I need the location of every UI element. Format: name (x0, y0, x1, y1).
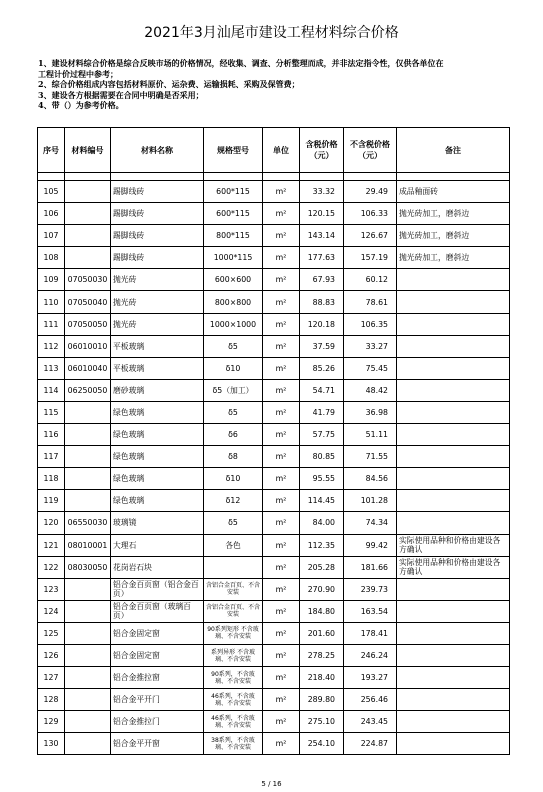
cell-seq: 122 (38, 556, 65, 578)
cell-tax-incl: 88.83 (300, 291, 344, 313)
cell-seq: 114 (38, 379, 65, 401)
cell-unit: m² (263, 556, 300, 578)
cell-seq: 115 (38, 401, 65, 423)
cell-spec: 600*115 (204, 203, 263, 225)
cell-unit: m² (263, 733, 300, 755)
cell-name: 抛光砖 (111, 313, 204, 335)
cell-spec: δ5（加工） (204, 379, 263, 401)
cell-tax-excl: 256.46 (344, 689, 397, 711)
cell-remark (397, 667, 510, 689)
header-spec: 规格型号 (204, 128, 263, 173)
cell-remark (397, 357, 510, 379)
cell-spec: 1000×1000 (204, 313, 263, 335)
cell-unit: m² (263, 622, 300, 644)
cell-code: 06550030 (65, 512, 111, 534)
cell-seq: 125 (38, 622, 65, 644)
cell-unit: m² (263, 291, 300, 313)
note-line: 4、带（）为参考价格。 (38, 100, 124, 110)
cell-tax-incl: 270.90 (300, 578, 344, 600)
cell-seq: 121 (38, 534, 65, 556)
cell-remark: 实际使用品种和价格由建设各方确认 (397, 556, 510, 578)
cell-spec: δ8 (204, 446, 263, 468)
cell-unit: m² (263, 468, 300, 490)
cell-remark (397, 401, 510, 423)
cell-spec: 各色 (204, 534, 263, 556)
cell-tax-excl: 178.41 (344, 622, 397, 644)
cell-name: 铝合金固定窗 (111, 622, 204, 644)
cell-name: 花岗岩石块 (111, 556, 204, 578)
cell-remark: 抛光砖加工，磨斜边 (397, 225, 510, 247)
cell-unit: m² (263, 667, 300, 689)
cell-tax-incl: 41.79 (300, 401, 344, 423)
cell-tax-incl: 218.40 (300, 667, 344, 689)
cell-spec: 含铝合金百页、不含安装 (204, 578, 263, 600)
cell-name: 玻璃镜 (111, 512, 204, 534)
cell-name: 铝合金推拉窗 (111, 667, 204, 689)
blank-row (38, 173, 510, 181)
cell-remark (397, 424, 510, 446)
cell-tax-incl: 33.32 (300, 181, 344, 203)
cell-unit: m² (263, 490, 300, 512)
cell-tax-excl: 126.67 (344, 225, 397, 247)
cell-seq: 130 (38, 733, 65, 755)
cell-spec: δ10 (204, 468, 263, 490)
cell-remark (397, 379, 510, 401)
cell-unit: m² (263, 203, 300, 225)
cell-code (65, 733, 111, 755)
cell-name: 抛光砖 (111, 269, 204, 291)
cell-tax-incl: 114.45 (300, 490, 344, 512)
cell-tax-excl: 71.55 (344, 446, 397, 468)
cell-tax-excl: 243.45 (344, 711, 397, 733)
cell-seq: 107 (38, 225, 65, 247)
cell-unit: m² (263, 689, 300, 711)
cell-unit: m² (263, 225, 300, 247)
header-remark: 备注 (397, 128, 510, 173)
cell-tax-incl: 254.10 (300, 733, 344, 755)
cell-seq: 120 (38, 512, 65, 534)
cell-tax-incl: 95.55 (300, 468, 344, 490)
table-row (38, 203, 510, 225)
table-row (38, 446, 510, 468)
table-row (38, 269, 510, 291)
cell-tax-excl: 101.28 (344, 490, 397, 512)
cell-tax-incl: 80.85 (300, 446, 344, 468)
cell-tax-excl: 181.66 (344, 556, 397, 578)
header-tax-excl: 不含税价格 （元） (344, 128, 397, 173)
cell-tax-excl: 193.27 (344, 667, 397, 689)
cell-code (65, 468, 111, 490)
cell-remark (397, 446, 510, 468)
table-header-row (38, 128, 510, 173)
cell-seq: 111 (38, 313, 65, 335)
cell-code (65, 667, 111, 689)
note-line: 工程计价过程中参考； (38, 68, 118, 79)
cell-unit: m² (263, 379, 300, 401)
cell-name: 绿色玻璃 (111, 446, 204, 468)
cell-remark (397, 644, 510, 666)
cell-unit: m² (263, 313, 300, 335)
cell-name: 绿色玻璃 (111, 424, 204, 446)
table-row (38, 711, 510, 733)
cell-code (65, 225, 111, 247)
note-line: 3、建设各方根据需要在合同中明确是否采用； (38, 89, 204, 100)
cell-tax-excl: 224.87 (344, 733, 397, 755)
table-row (38, 733, 510, 755)
cell-remark (397, 490, 510, 512)
cell-tax-excl: 36.98 (344, 401, 397, 423)
table-row (38, 181, 510, 203)
cell-unit: m² (263, 578, 300, 600)
cell-spec: 含铝合金百页、不含安装 (204, 600, 263, 622)
cell-unit: m² (263, 446, 300, 468)
cell-tax-incl: 85.26 (300, 357, 344, 379)
cell-tax-incl: 278.25 (300, 644, 344, 666)
cell-name: 铝合金推拉门 (111, 711, 204, 733)
cell-name: 踢脚线砖 (111, 247, 204, 269)
cell-tax-excl: 48.42 (344, 379, 397, 401)
cell-unit: m² (263, 401, 300, 423)
table-row (38, 424, 510, 446)
cell-tax-incl: 184.80 (300, 600, 344, 622)
table-row (38, 401, 510, 423)
cell-seq: 116 (38, 424, 65, 446)
cell-code (65, 622, 111, 644)
cell-name: 铝合金平开窗 (111, 733, 204, 755)
header-name: 材料名称 (111, 128, 204, 173)
cell-tax-incl: 37.59 (300, 335, 344, 357)
cell-spec (204, 556, 263, 578)
cell-tax-excl: 29.49 (344, 181, 397, 203)
cell-tax-excl: 60.12 (344, 269, 397, 291)
cell-tax-excl: 99.42 (344, 534, 397, 556)
cell-tax-excl: 157.19 (344, 247, 397, 269)
cell-code (65, 711, 111, 733)
cell-tax-incl: 177.63 (300, 247, 344, 269)
cell-tax-incl: 275.10 (300, 711, 344, 733)
table-row (38, 313, 510, 335)
table-row (38, 534, 510, 556)
notes (38, 58, 528, 111)
cell-code (65, 689, 111, 711)
table-row (38, 578, 510, 600)
cell-spec: δ12 (204, 490, 263, 512)
cell-tax-incl: 54.71 (300, 379, 344, 401)
cell-tax-incl: 201.60 (300, 622, 344, 644)
cell-seq: 109 (38, 269, 65, 291)
cell-seq: 126 (38, 644, 65, 666)
cell-spec: δ5 (204, 401, 263, 423)
cell-remark (397, 689, 510, 711)
header-unit: 单位 (263, 128, 300, 173)
table-row (38, 291, 510, 313)
cell-spec: 600×600 (204, 269, 263, 291)
cell-seq: 105 (38, 181, 65, 203)
cell-code (65, 401, 111, 423)
cell-tax-incl: 143.14 (300, 225, 344, 247)
cell-unit: m² (263, 269, 300, 291)
cell-name: 大理石 (111, 534, 204, 556)
cell-code (65, 644, 111, 666)
cell-unit: m² (263, 181, 300, 203)
cell-code (65, 578, 111, 600)
table-row (38, 622, 510, 644)
cell-tax-excl: 84.56 (344, 468, 397, 490)
note-line: 2、综合价格组成内容包括材料原价、运杂费、运输损耗、采购及保管费； (38, 79, 300, 89)
cell-remark: 抛光砖加工，磨斜边 (397, 203, 510, 225)
cell-name: 磨砂玻璃 (111, 379, 204, 401)
cell-spec: δ5 (204, 512, 263, 534)
cell-seq: 117 (38, 446, 65, 468)
cell-tax-excl: 75.45 (344, 357, 397, 379)
cell-unit: m² (263, 644, 300, 666)
cell-code: 06010010 (65, 335, 111, 357)
table-row (38, 379, 510, 401)
cell-seq: 123 (38, 578, 65, 600)
note-line: 1、建设材料综合价格是综合反映市场的价格情况，经收集、调查、分析整理而成，并非法定指令性，仅供各单位在 (38, 58, 444, 68)
cell-remark (397, 578, 510, 600)
cell-unit: m² (263, 600, 300, 622)
cell-tax-excl: 33.27 (344, 335, 397, 357)
table-row (38, 600, 510, 622)
cell-unit: m² (263, 512, 300, 534)
cell-remark (397, 711, 510, 733)
cell-code: 07050040 (65, 291, 111, 313)
cell-tax-incl: 67.93 (300, 269, 344, 291)
cell-name: 铝合金百页窗（铝合金百页） (111, 578, 204, 600)
cell-unit: m² (263, 711, 300, 733)
price-table (37, 127, 510, 755)
cell-remark (397, 512, 510, 534)
cell-remark (397, 733, 510, 755)
cell-spec: 46系列，不含玻璃、不含安装 (204, 711, 263, 733)
cell-remark: 抛光砖加工，磨斜边 (397, 247, 510, 269)
cell-remark (397, 622, 510, 644)
cell-seq: 119 (38, 490, 65, 512)
cell-tax-incl: 120.18 (300, 313, 344, 335)
cell-tax-excl: 106.35 (344, 313, 397, 335)
cell-name: 铝合金平开门 (111, 689, 204, 711)
table-row (38, 512, 510, 534)
table-row (38, 357, 510, 379)
cell-code: 06010040 (65, 357, 111, 379)
page-number: 5 / 16 (261, 780, 282, 788)
cell-tax-incl: 57.75 (300, 424, 344, 446)
header-code: 材料编号 (65, 128, 111, 173)
table-row (38, 335, 510, 357)
cell-code (65, 600, 111, 622)
cell-code: 07050030 (65, 269, 111, 291)
cell-code: 08030050 (65, 556, 111, 578)
cell-code (65, 424, 111, 446)
cell-spec: 系列异形 不含玻璃、不含安装 (204, 644, 263, 666)
cell-seq: 124 (38, 600, 65, 622)
table-row (38, 667, 510, 689)
cell-code (65, 490, 111, 512)
cell-spec: 46系列，不含玻璃、不含安装 (204, 689, 263, 711)
table-row (38, 490, 510, 512)
header-tax-incl: 含税价格 （元） (300, 128, 344, 173)
cell-seq: 106 (38, 203, 65, 225)
cell-seq: 113 (38, 357, 65, 379)
cell-unit: m² (263, 424, 300, 446)
cell-seq: 128 (38, 689, 65, 711)
table-row (38, 225, 510, 247)
cell-spec: 90系列，不含玻璃、不含安装 (204, 667, 263, 689)
cell-code (65, 181, 111, 203)
cell-tax-incl: 112.35 (300, 534, 344, 556)
cell-seq: 112 (38, 335, 65, 357)
cell-seq: 127 (38, 667, 65, 689)
cell-name: 踢脚线砖 (111, 203, 204, 225)
cell-tax-excl: 246.24 (344, 644, 397, 666)
cell-spec: 1000*115 (204, 247, 263, 269)
cell-unit: m² (263, 357, 300, 379)
table-row (38, 247, 510, 269)
page-title: 2021年3月汕尾市建设工程材料综合价格 (144, 25, 399, 41)
cell-code: 07050050 (65, 313, 111, 335)
cell-name: 铝合金百页窗（玻璃百页） (111, 600, 204, 622)
cell-remark (397, 600, 510, 622)
cell-spec: 800*115 (204, 225, 263, 247)
cell-name: 抛光砖 (111, 291, 204, 313)
cell-code (65, 203, 111, 225)
cell-spec: δ6 (204, 424, 263, 446)
cell-name: 平板玻璃 (111, 357, 204, 379)
cell-remark (397, 468, 510, 490)
cell-name: 绿色玻璃 (111, 468, 204, 490)
cell-tax-incl: 120.15 (300, 203, 344, 225)
cell-spec: 38系列，不含玻璃、不含安装 (204, 733, 263, 755)
cell-tax-incl: 84.00 (300, 512, 344, 534)
cell-spec: 90系列矩形 不含玻璃、不含安装 (204, 622, 263, 644)
cell-spec: 800×800 (204, 291, 263, 313)
cell-unit: m² (263, 335, 300, 357)
table-row (38, 689, 510, 711)
cell-seq: 110 (38, 291, 65, 313)
cell-remark: 实际使用品种和价格由建设各方确认 (397, 534, 510, 556)
cell-tax-incl: 289.80 (300, 689, 344, 711)
cell-seq: 129 (38, 711, 65, 733)
cell-code (65, 247, 111, 269)
cell-tax-excl: 74.34 (344, 512, 397, 534)
table-row (38, 556, 510, 578)
cell-code: 08010001 (65, 534, 111, 556)
cell-tax-excl: 163.54 (344, 600, 397, 622)
cell-remark: 成品釉面砖 (397, 181, 510, 203)
cell-remark (397, 291, 510, 313)
cell-spec: δ10 (204, 357, 263, 379)
cell-code: 06250050 (65, 379, 111, 401)
cell-name: 平板玻璃 (111, 335, 204, 357)
cell-tax-excl: 51.11 (344, 424, 397, 446)
cell-seq: 108 (38, 247, 65, 269)
cell-code (65, 446, 111, 468)
cell-name: 铝合金固定窗 (111, 644, 204, 666)
cell-name: 踢脚线砖 (111, 181, 204, 203)
cell-remark (397, 335, 510, 357)
cell-remark (397, 313, 510, 335)
table-row (38, 468, 510, 490)
cell-tax-excl: 78.61 (344, 291, 397, 313)
cell-tax-excl: 106.33 (344, 203, 397, 225)
cell-unit: m² (263, 247, 300, 269)
cell-spec: δ5 (204, 335, 263, 357)
cell-unit: m² (263, 534, 300, 556)
header-seq: 序号 (38, 128, 65, 173)
cell-remark (397, 269, 510, 291)
cell-tax-excl: 239.73 (344, 578, 397, 600)
cell-seq: 118 (38, 468, 65, 490)
cell-name: 踢脚线砖 (111, 225, 204, 247)
cell-tax-incl: 205.28 (300, 556, 344, 578)
cell-name: 绿色玻璃 (111, 490, 204, 512)
table-row (38, 644, 510, 666)
cell-spec: 600*115 (204, 181, 263, 203)
cell-name: 绿色玻璃 (111, 401, 204, 423)
